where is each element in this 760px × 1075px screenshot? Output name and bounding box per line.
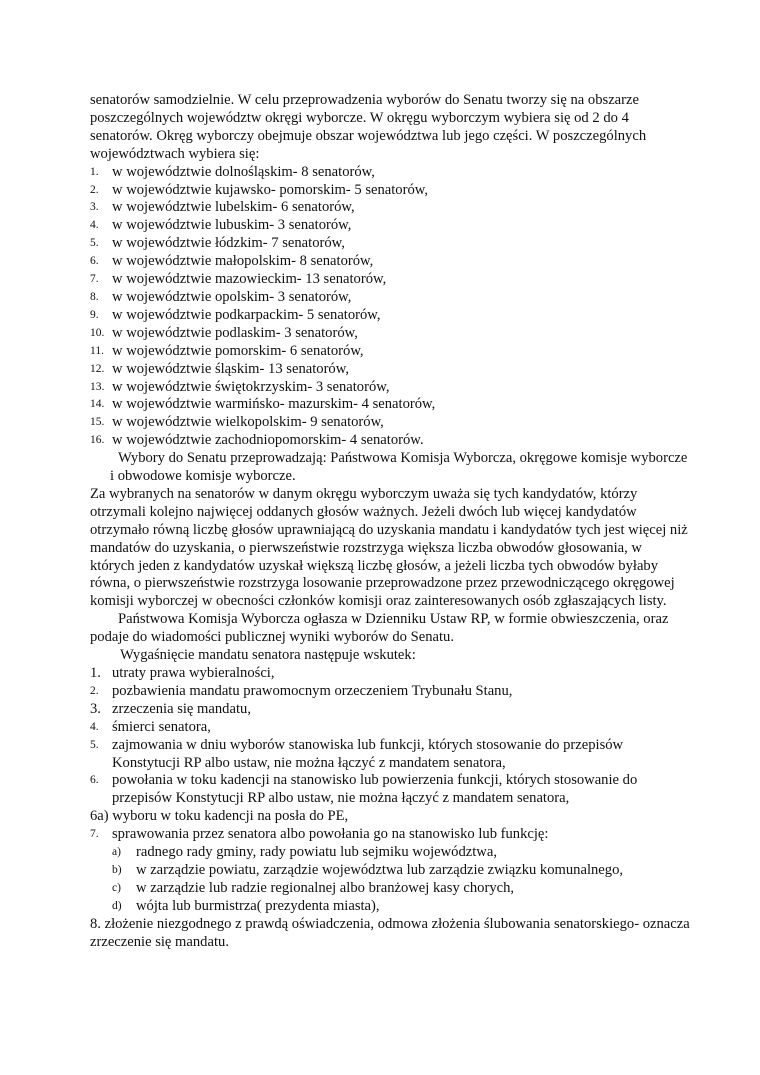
voivodeship-list [90, 164, 690, 451]
list-number: 2. [90, 684, 99, 697]
list-number: 7. [90, 828, 99, 841]
list-text: powołania w toku kadencji na stanowisko lub powierzenia funkcji, których stosowanie do przepisów Konstytucji RP albo ustaw, nie można łączyć z mandatem senatora, [112, 772, 638, 807]
list-text: w zarządzie powiatu, zarządzie województwa lub zarządzie związku komunalnego, [136, 861, 624, 878]
list-text: w województwie mazowieckim- 13 senatorów, [112, 271, 387, 288]
list-number: 16. [90, 434, 105, 447]
list-text: wójta lub burmistrza( prezydenta miasta), [136, 897, 380, 914]
list-item [90, 235, 690, 253]
list-text: w zarządzie lub radzie regionalnej albo branżowej kasy chorych, [136, 879, 515, 896]
list-text: zajmowania w dniu wyborów stanowiska lub funkcji, których stosowanie do przepisów Konstytucji RP albo ustaw, nie można łączyć z mandatem senatora, [112, 736, 624, 771]
list-item [90, 307, 690, 325]
list-text: w województwie kujawsko- pomorskim- 5 senatorów, [112, 181, 429, 198]
list-item [90, 289, 690, 307]
list-number: 14. [90, 398, 105, 411]
list-number: 3. [90, 700, 101, 717]
expiry-sublist [90, 844, 690, 916]
list-number: 7. [90, 273, 99, 286]
list-text: utraty prawa wybieralności, [112, 665, 275, 681]
list-text: w województwie świętokrzyskim- 3 senatorów, [112, 378, 390, 395]
list-number: 15. [90, 416, 105, 429]
list-text: w województwie warmińsko- mazurskim- 4 senatorów, [112, 396, 436, 413]
list-item [90, 253, 690, 271]
list-number: 4. [90, 720, 99, 733]
list-text: w województwie wielkopolskim- 9 senatorów, [112, 414, 384, 431]
expiry-list [90, 665, 690, 808]
list-item [90, 432, 690, 450]
list-number: 10. [90, 326, 105, 339]
list-text: radnego rady gminy, rady powiatu lub sejmiku województwa, [136, 844, 497, 861]
list-text: w województwie opolskim- 3 senatorów, [112, 288, 352, 305]
list-number: 2. [90, 183, 99, 196]
list-item [90, 164, 690, 182]
list-number: 3. [90, 201, 99, 214]
list-text: sprawowania przez senatora albo powołania go na stanowisko lub funkcję: [112, 826, 549, 843]
list-number: 12. [90, 362, 105, 375]
list-number: d) [112, 899, 122, 912]
list-item [112, 862, 690, 880]
election-bodies-paragraph: Wybory do Senatu przeprowadzają: Państwowa Komisja Wyborcza, okręgowe komisje wyborcze i obwodowe komisje wyborcze. [110, 450, 688, 485]
list-item [90, 701, 690, 719]
list-item [90, 683, 690, 701]
list-item [90, 737, 690, 773]
list-number: 5. [90, 237, 99, 250]
list-item [90, 271, 690, 289]
list-text: zrzeczenia się mandatu, [112, 700, 251, 717]
list-text: w województwie podkarpackim- 5 senatorów, [112, 306, 381, 323]
list-number: 4. [90, 219, 99, 232]
list-item [90, 199, 690, 217]
list-item [90, 343, 690, 361]
list-text: pozbawienia mandatu prawomocnym orzeczeniem Trybunału Stanu, [112, 682, 513, 699]
list-item [90, 414, 690, 432]
list-item [112, 898, 690, 916]
intro-paragraph: senatorów samodzielnie. W celu przeprowadzenia wyborów do Senatu tworzy się na obszarze poszczególnych województw okręgi wyborcze. W okręgu wyborczym wybiera się od 2 do 4 senatorów. Okręg wyborczy obejmuje obszar województwa lub jego części. W poszczególnych województwach wybiera się: [90, 92, 647, 162]
pkw-announcement-paragraph: Państwowa Komisja Wyborcza ogłasza w Dzienniku Ustaw RP, w formie obwieszczenia, oraz podaje do wiadomości publicznej wyniki wyborów do Senatu. [90, 611, 669, 646]
list-text: w województwie małopolskim- 8 senatorów, [112, 253, 374, 270]
list-text: w województwie łódzkim- 7 senatorów, [112, 235, 345, 252]
list-number: 13. [90, 380, 105, 393]
list-text: w województwie zachodniopomorskim- 4 senatorów. [112, 432, 424, 449]
list-number: 1. [90, 165, 99, 178]
list-item [90, 772, 690, 808]
list-number: 9. [90, 308, 99, 321]
list-item [112, 880, 690, 898]
list-number: c) [112, 881, 121, 894]
elected-rule-paragraph: Za wybranych na senatorów w danym okręgu wyborczym uważa się tych kandydatów, którzy otrzymali kolejno najwięcej oddanych głosów ważnych. Jeżeli dwóch lub więcej kandydatów otrzymało równą liczbę głosów uprawniającą do uzyskania mandatu i kandydatów tych jest więcej niż mandatów do uzyskania, o pierwszeństwie rozstrzyga większa liczba obwodów głosowania, w których jeden z kandydatów uzyskał większą liczbę głosów, a jeżeli liczba tych obwodów byłaby równa, o pierwszeństwie rozstrzyga losowanie przeprowadzone przez przewodniczącego okręgowej komisji wyborczej w obecności członków komisji oraz zainteresowanych osób zgłaszających listy. [90, 485, 688, 610]
expiry-intro: Wygaśnięcie mandatu senatora następuje wskutek: [120, 647, 416, 664]
list-item [90, 826, 690, 844]
list-item [90, 719, 690, 737]
list-item [90, 325, 690, 343]
list-number: 6. [90, 774, 99, 787]
list-number: a) [112, 846, 121, 859]
list-number: 8. [90, 290, 99, 303]
list-text: w województwie dolnośląskim- 8 senatorów, [112, 163, 375, 180]
expiry-item-8: 8. złożenie niezgodnego z prawdą oświadczenia, odmowa złożenia ślubowania senatorskiego- oznacza zrzeczenie się mandatu. [90, 915, 690, 950]
list-text: śmierci senatora, [112, 718, 211, 735]
expiry-list-7 [90, 826, 690, 844]
list-item [90, 665, 690, 683]
list-text: w województwie lubelskim- 6 senatorów, [112, 199, 355, 216]
list-text: w województwie podlaskim- 3 senatorów, [112, 324, 358, 341]
list-item [112, 844, 690, 862]
list-item [90, 217, 690, 235]
list-number: b) [112, 863, 122, 876]
list-item [90, 379, 690, 397]
list-text: w województwie lubuskim- 3 senatorów, [112, 217, 352, 234]
list-text: w województwie śląskim- 13 senatorów, [112, 360, 349, 377]
list-item [90, 361, 690, 379]
list-item [90, 182, 690, 200]
document-body [90, 92, 690, 952]
list-text: w województwie pomorskim- 6 senatorów, [112, 342, 364, 359]
list-number: 11. [90, 344, 104, 357]
list-number: 5. [90, 738, 99, 751]
list-number: 1. [90, 665, 101, 681]
list-number: 6. [90, 255, 99, 268]
list-item [90, 396, 690, 414]
expiry-item-6a: 6a) wyboru w toku kadencji na posła do PE, [90, 808, 349, 825]
